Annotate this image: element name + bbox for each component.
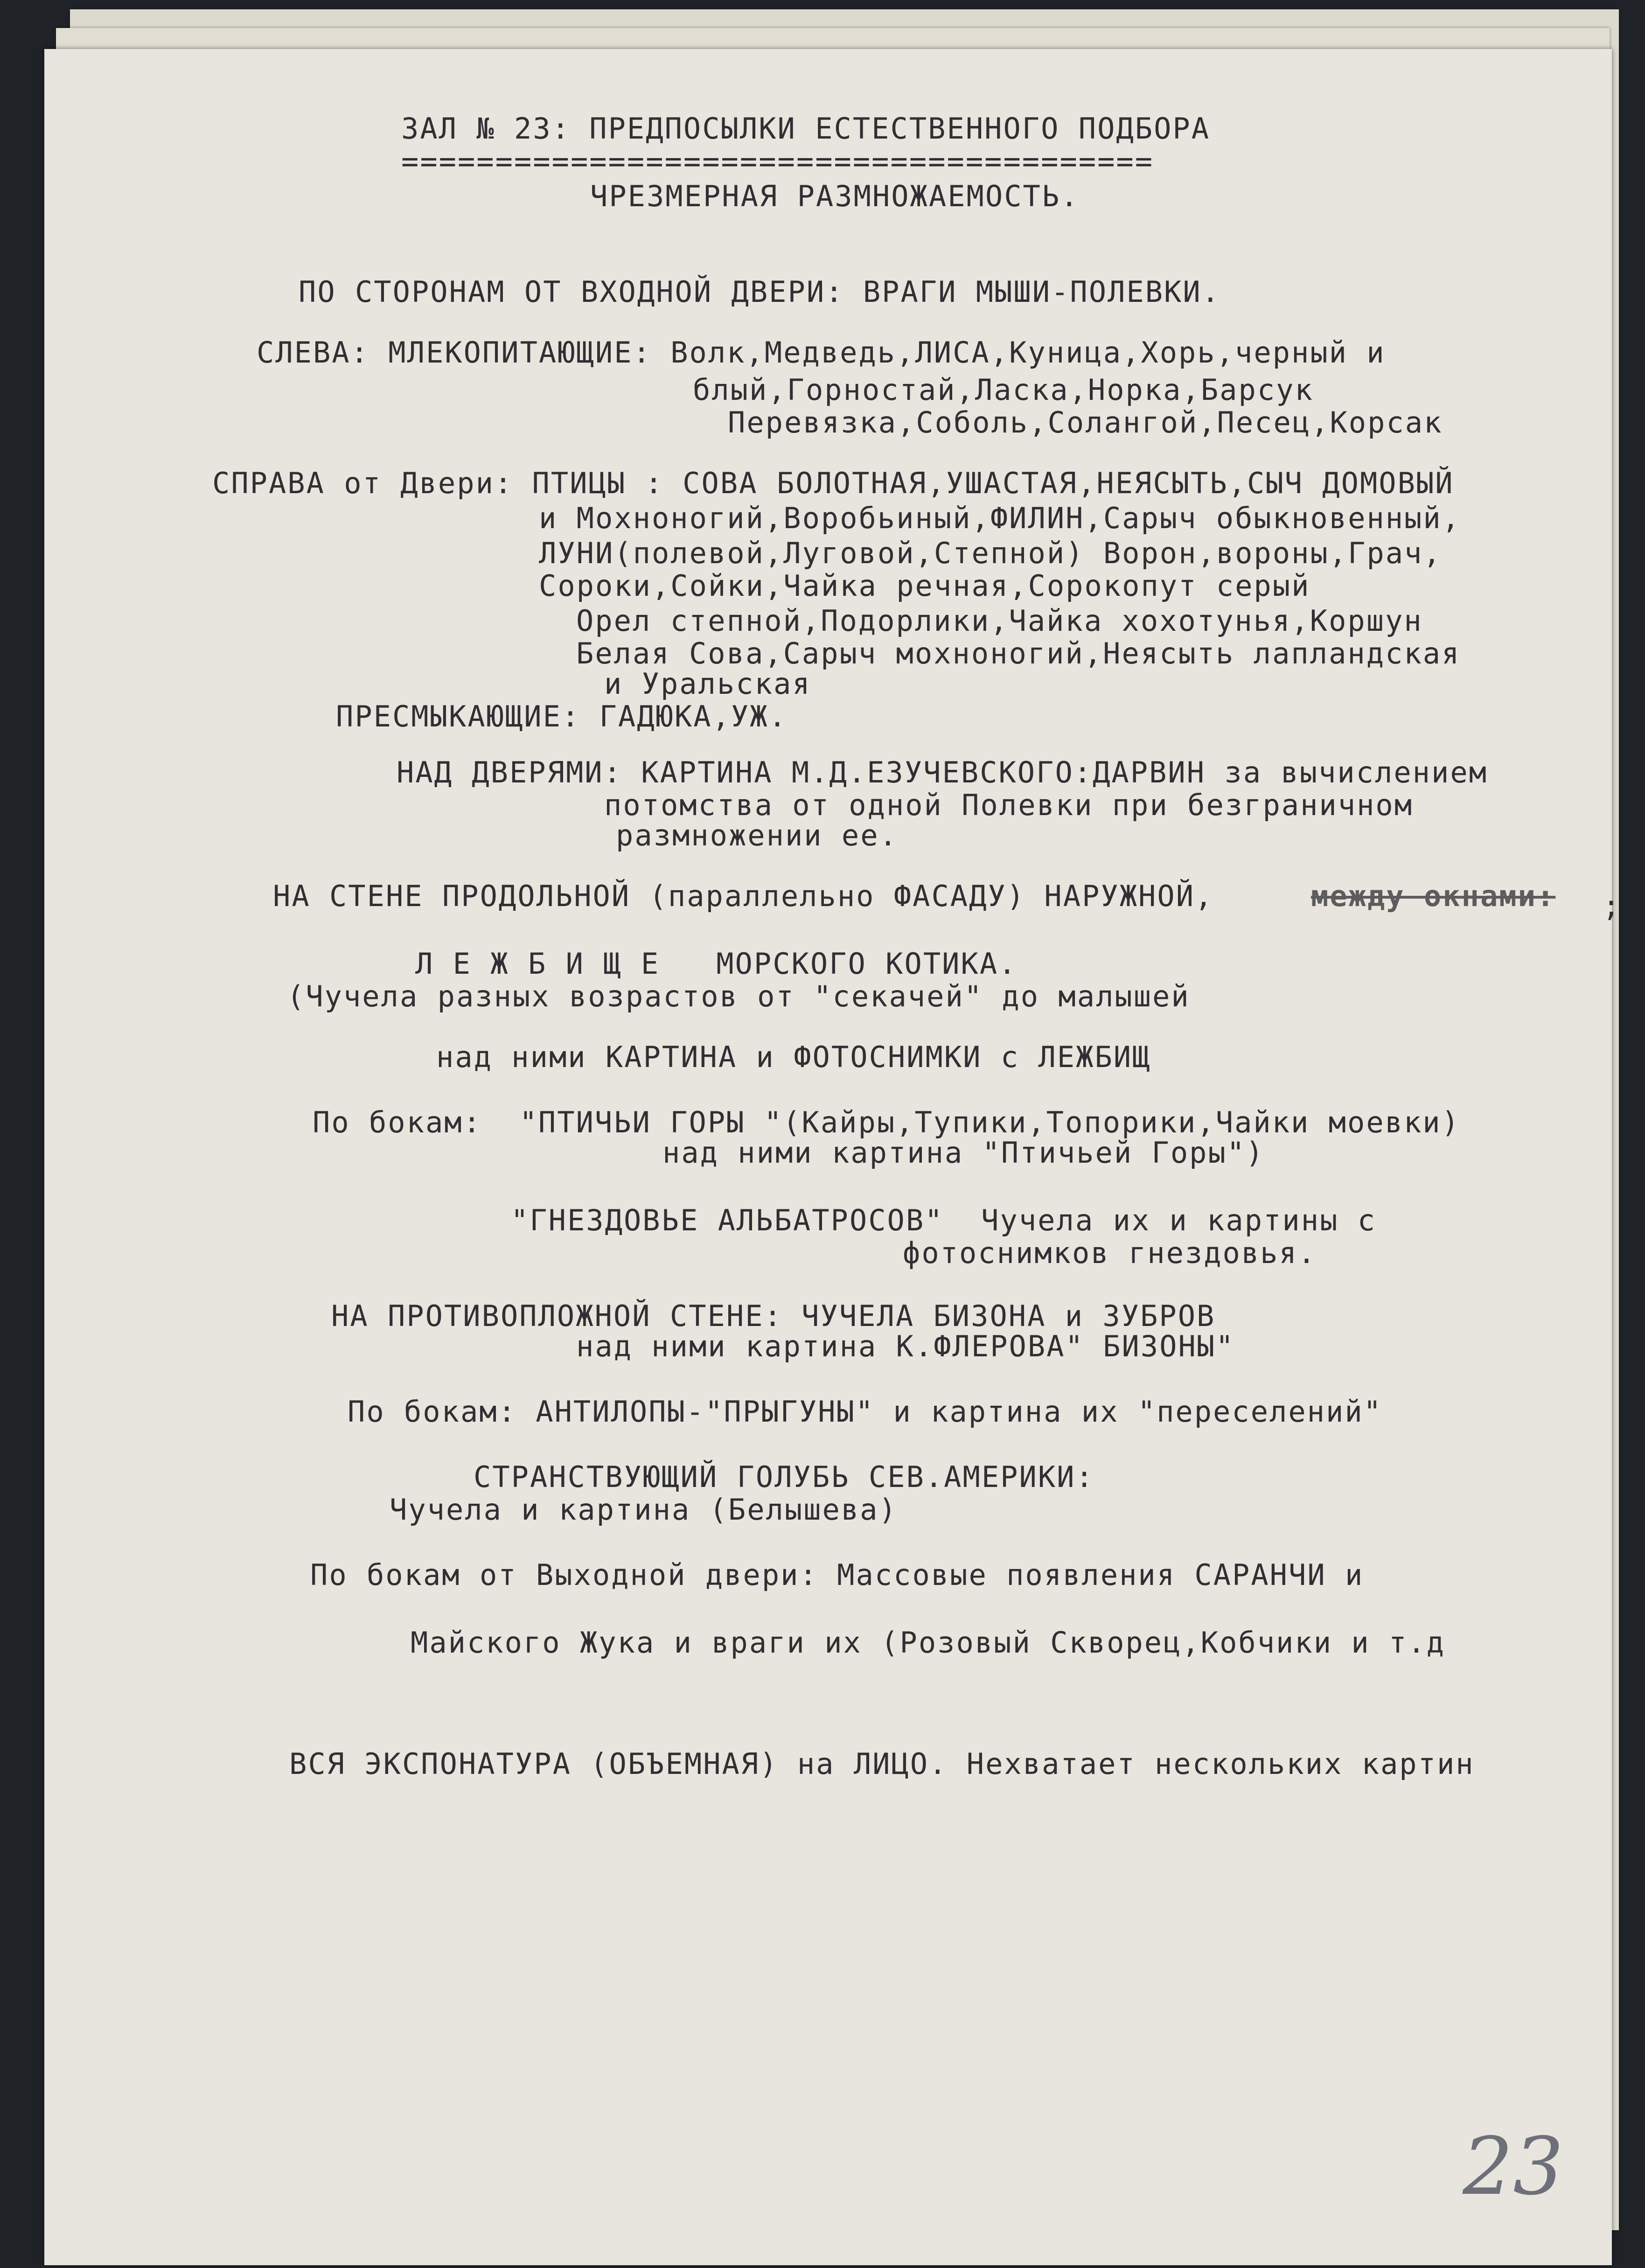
text-line-21: над ними картина "Птичьей Горы") [662,1136,1265,1170]
text-line-31: ВСЯ ЭКСПОНАТУРА (ОБЪЕМНАЯ) на ЛИЦО. Нехватает нескольких картин [289,1747,1475,1781]
text-line-11: и Уральская [604,667,811,701]
text-line-28: Чучела и картина (Белышева) [390,1493,898,1527]
text-line-12: ПРЕСМЫКАЮЩИЕ: ГАДЮКА,УЖ. [336,699,788,733]
text-line-26: По бокам: АНТИЛОПЫ-"ПРЫГУНЫ" и картина их "переселений" [348,1395,1382,1429]
text-line-14: потомства от одной Полевки при безграничном [604,788,1414,822]
text-line-27: СТРАНСТВУЮЩИЙ ГОЛУБЬ СЕВ.АМЕРИКИ: [474,1460,1094,1494]
text-line-9: Орел степной,Подорлики,Чайка хохотунья,Коршун [576,604,1423,638]
text-line-22: "ГНЕЗДОВЬЕ АЛЬБАТРОСОВ" Чучела их и картины с [511,1203,1377,1237]
text-line-1: ПО СТОРОНАМ ОТ ВХОДНОЙ ДВЕРИ: ВРАГИ МЫШИ-ПОЛЕВКИ. [299,275,1221,309]
text-line-16: НА СТЕНЕ ПРОДОЛЬНОЙ (параллельно ФАСАДУ) НАРУЖНОЙ, [273,879,1214,913]
text-line-29: По бокам от Выходной двери: Массовые появления САРАНЧИ и [310,1558,1364,1592]
text-line-23: фотоснимков гнездовья. [903,1236,1317,1270]
text-line-6: и Мохноногий,Воробьиный,ФИЛИН,Сарыч обыкновенный, [539,501,1461,535]
text-line-10: Белая Сова,Сарыч мохноногий,Неясыть лапландская [576,636,1461,670]
overstrike-text: между окнами: [1311,879,1556,913]
text-line-2: СЛЕВА: МЛЕКОПИТАЮЩИЕ: Волк,Медведь,ЛИСА,Куница,Хорь,черный и [257,335,1386,370]
text-line-8: Сороки,Сойки,Чайка речная,Сорокопут серый [539,569,1310,603]
text-line-20: По бокам: "ПТИЧЬИ ГОРЫ "(Кайры,Тупики,Топорики,Чайки моевки) [313,1105,1460,1139]
document-subtitle: ЧРЕЗМЕРНАЯ РАЗМНОЖАЕМОСТЬ. [590,179,1080,213]
page-number: 23 [1463,2121,1564,2213]
margin-mark: ; [1603,889,1620,923]
text-line-25: над ними картина К.ФЛЕРОВА" БИЗОНЫ" [576,1329,1235,1363]
document-page [44,49,1620,2265]
text-line-18: (Чучела разных возрастов от "секачей" до малышей [287,979,1190,1013]
text-line-5: СПРАВА от Двери: ПТИЦЫ : СОВА БОЛОТНАЯ,УШАСТАЯ,НЕЯСЫТЬ,СЫЧ ДОМОВЫЙ [212,466,1454,500]
text-line-4: Перевязка,Соболь,Солангой,Песец,Корсак [728,405,1443,440]
text-line-13: НАД ДВЕРЯМИ: КАРТИНА М.Д.ЕЗУЧЕВСКОГО:ДАРВИН за вычислением [397,755,1488,789]
text-line-19: над ними КАРТИНА и ФОТОСНИМКИ с ЛЕЖБИЩ [436,1040,1151,1074]
text-line-3: блый,Горностай,Ласка,Норка,Барсук [693,373,1314,407]
text-line-24: НА ПРОТИВОПЛОЖНОЙ СТЕНЕ: ЧУЧЕЛА БИЗОНА и ЗУБРОВ [331,1299,1216,1333]
title-underline: ======================================== [401,144,1154,178]
text-line-30: Майского Жука и враги их (Розовый Скворец,Кобчики и т.д [411,1626,1445,1660]
document-title: ЗАЛ № 23: ПРЕДПОСЫЛКИ ЕСТЕСТВЕННОГО ПОДБОРА [401,112,1211,146]
text-line-17: Л Е Ж Б И Щ Е МОРСКОГО КОТИКА. [415,947,1018,981]
text-line-15: размножении ее. [616,818,898,852]
text-line-7: ЛУНИ(полевой,Луговой,Степной) Ворон,вороны,Грач, [539,536,1442,570]
